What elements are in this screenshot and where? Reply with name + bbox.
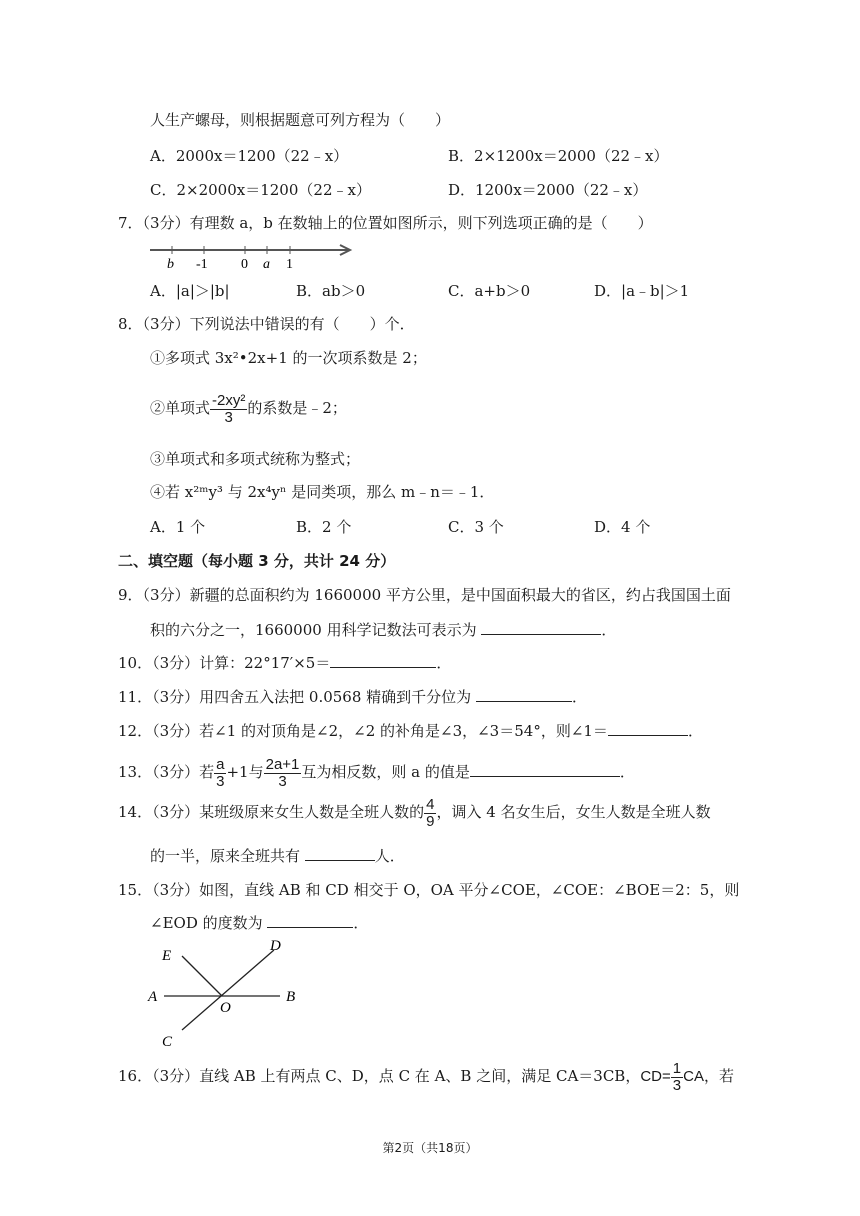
q7-option-c: C．a+b＞0	[448, 282, 531, 300]
q15-text-2: ∠EOD 的度数为	[150, 914, 263, 932]
q8-stem: 8．（3分）下列说法中错误的有（ ）个．	[118, 315, 415, 333]
q8-statement-3: ③单项式和多项式统称为整式；	[150, 450, 361, 468]
q12-end: ．	[687, 722, 703, 740]
q8-s2-pre: ②单项式	[150, 399, 211, 417]
q9-end: ．	[601, 621, 617, 639]
label-neg1: -1	[196, 257, 208, 272]
q15-line-2	[150, 913, 368, 933]
label-b: b	[167, 257, 174, 272]
q11-answer-blank	[476, 687, 572, 702]
q13-line	[118, 752, 635, 792]
q8-s2-denominator: 3	[224, 408, 233, 426]
q14-fraction	[424, 797, 436, 830]
q8-s2-numerator: -2xy²	[212, 391, 246, 409]
q14-denominator: 9	[426, 812, 435, 830]
q14-pre: 14．（3分）某班级原来女生人数是全班人数的	[118, 803, 425, 821]
q15-end: ．	[353, 914, 369, 932]
q16-cd: CD=	[640, 1068, 671, 1085]
label-a: A	[148, 989, 158, 1005]
q15-answer-blank	[267, 913, 353, 928]
q7-option-d: D．|a﹣b|＞1	[594, 282, 690, 300]
intersecting-lines-figure	[140, 934, 320, 1054]
label-a: a	[263, 257, 270, 272]
q11-end: ．	[571, 688, 587, 706]
q16-line	[118, 1056, 734, 1096]
q10-line	[118, 653, 451, 673]
q10-answer-blank	[330, 653, 436, 668]
label-b: B	[286, 989, 296, 1005]
q7-option-a: A．|a|＞|b|	[150, 282, 230, 300]
label-d: D	[270, 938, 281, 954]
q12-line	[118, 721, 703, 741]
page-footer: 第2页（共18页）	[382, 1141, 478, 1155]
q12-text: 12．（3分）若∠1 的对顶角是∠2，∠2 的补角是∠3，∠3＝54°，则∠1＝	[118, 722, 608, 740]
q15-line-1: 15．（3分）如图，直线 AB 和 CD 相交于 O，OA 平分∠COE，∠COE：∠BOE＝2：5，则	[118, 881, 740, 899]
q13-f1-denominator: 3	[216, 772, 225, 790]
q6-option-b: B．2×1200x＝2000（22﹣x）	[448, 147, 669, 165]
q8-statement-1: ①多项式 3x²•2x+1 的一次项系数是 2；	[150, 349, 427, 367]
label-e: E	[162, 948, 172, 964]
q10-text: 10．（3分）计算：22°17′×5＝	[118, 654, 331, 672]
number-line-figure	[148, 240, 358, 272]
q8-statement-2	[150, 390, 347, 430]
q8-option-d: D．4 个	[594, 518, 651, 536]
q11-text: 11．（3分）用四舍五入法把 0.0568 精确到千分位为	[118, 688, 472, 706]
q7-option-b: B．ab＞0	[296, 282, 366, 300]
label-c: C	[162, 1034, 173, 1050]
q10-end: ．	[436, 654, 452, 672]
q13-end: ．	[619, 763, 635, 781]
q6-continuation: 人生产螺母，则根据题意可列方程为（ ）	[150, 111, 451, 129]
q6-option-a: A．2000x＝1200（22﹣x）	[150, 147, 349, 165]
q13-fraction-2	[264, 757, 302, 790]
q8-s2-post: 的系数是﹣2；	[247, 399, 347, 417]
q6-option-c: C．2×2000x＝1200（22﹣x）	[150, 181, 371, 199]
q13-pre: 13．（3分）若	[118, 763, 215, 781]
q16-pre: 16．（3分）直线 AB 上有两点 C、D，点 C 在 A、B 之间，满足 CA＝3CB，	[118, 1067, 641, 1085]
q16-post: ，若	[703, 1067, 734, 1085]
q8-option-c: C．3 个	[448, 518, 504, 536]
q12-answer-blank	[608, 721, 688, 736]
q13-mid-2: 互为相反数，则 a 的值是	[301, 763, 470, 781]
q13-f1-numerator: a	[216, 755, 225, 773]
q8-option-b: B．2 个	[296, 518, 352, 536]
q14-text-2: 的一半，原来全班共有	[150, 847, 301, 865]
q9-answer-blank	[481, 620, 601, 635]
q8-statement-4: ④若 x²ᵐy³ 与 2x⁴yⁿ 是同类项，那么 m﹣n＝﹣1．	[150, 483, 495, 501]
q14-line-1	[118, 792, 711, 832]
q13-mid-1: +1与	[226, 763, 264, 781]
q9-line-2	[150, 620, 616, 640]
q13-f2-numerator: 2a+1	[265, 755, 300, 773]
q8-option-a: A．1 个	[150, 518, 206, 536]
q13-fraction-1	[214, 757, 226, 790]
q14-post: ，调入 4 名女生后，女生人数是全班人数	[436, 803, 711, 821]
ray-oe	[182, 956, 222, 996]
q16-denominator: 3	[672, 1076, 682, 1094]
q7-stem: 7．（3分）有理数 a，b 在数轴上的位置如图所示，则下列选项正确的是（ ）	[118, 214, 653, 232]
q13-answer-blank	[470, 762, 620, 777]
q16-fraction	[671, 1061, 683, 1094]
q14-answer-blank	[305, 846, 375, 861]
section-2-heading: 二、填空题（每小题 3 分，共计 24 分）	[118, 552, 396, 570]
line-cd	[182, 950, 274, 1030]
q9-text: 积的六分之一，1660000 用科学记数法可表示为	[150, 621, 477, 639]
q13-f2-denominator: 3	[278, 772, 287, 790]
q16-ca: CA	[683, 1068, 704, 1085]
q14-end: 人．	[374, 847, 405, 865]
q16-numerator: 1	[672, 1059, 682, 1077]
label-0: 0	[241, 257, 248, 272]
q6-option-d: D．1200x＝2000（22﹣x）	[448, 181, 648, 199]
q11-line	[118, 687, 587, 707]
q14-line-2	[150, 846, 405, 866]
label-1: 1	[286, 257, 293, 272]
q8-s2-fraction	[210, 393, 247, 426]
label-o: O	[220, 1000, 231, 1016]
q9-line-1: 9．（3分）新疆的总面积约为 1660000 平方公里，是中国面积最大的省区，约占我国国土面	[118, 586, 731, 604]
q14-numerator: 4	[426, 795, 435, 813]
